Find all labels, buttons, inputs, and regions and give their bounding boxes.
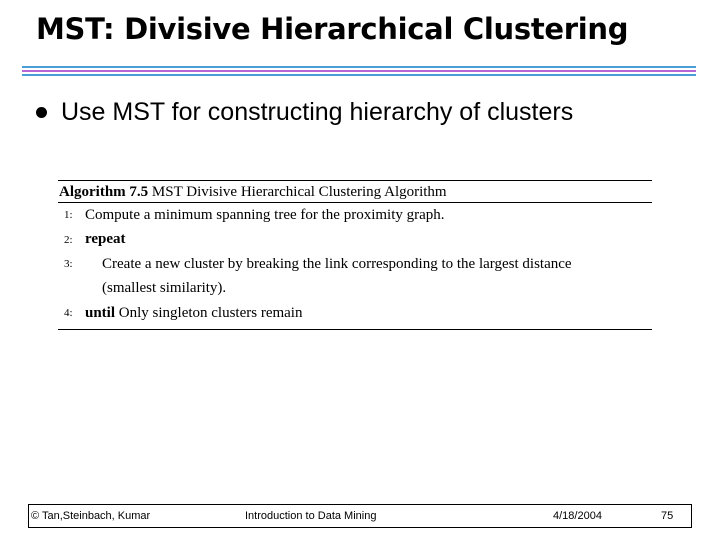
algorithm-label: Algorithm 7.5 (59, 184, 149, 200)
footer-copyright: © Tan,Steinbach, Kumar (31, 510, 151, 522)
algorithm-box (58, 180, 652, 330)
footer-date: 4/18/2004 (553, 510, 602, 522)
line-keyword: repeat (85, 231, 126, 248)
line-number: 3: (64, 258, 73, 271)
algorithm-name: MST Divisive Hierarchical Clustering Algorithm (151, 184, 447, 200)
algorithm-bottom-rule (58, 329, 652, 330)
footer-course: Introduction to Data Mining (245, 510, 377, 522)
title-rule-middle (22, 70, 696, 72)
algorithm-line (58, 228, 652, 253)
bullet-dot-icon (36, 107, 47, 118)
line-text: Only singleton clusters remain (118, 304, 303, 321)
algorithm-line (58, 301, 652, 326)
slide-title: MST: Divisive Hierarchical Clustering (36, 12, 629, 46)
line-keyword: until (85, 304, 116, 321)
bullet-text: Use MST for constructing hierarchy of clusters (61, 98, 574, 126)
slide-footer (28, 504, 692, 528)
line-text: Create a new cluster by breaking the link corresponding to the largest distance (102, 255, 572, 272)
line-number: 4: (64, 307, 73, 320)
bullet-point (36, 98, 573, 127)
line-number: 2: (64, 233, 73, 246)
title-rule-top (22, 66, 696, 68)
line-number: 1: (64, 209, 73, 222)
line-text: (smallest similarity). (102, 280, 227, 297)
footer-page-number: 75 (661, 510, 674, 522)
line-text: Compute a minimum spanning tree for the proximity graph. (85, 206, 445, 223)
title-rule-bottom (22, 74, 696, 76)
algorithm-line (58, 203, 652, 228)
algorithm-line (58, 252, 652, 277)
algorithm-line (58, 277, 652, 302)
algorithm-header (58, 181, 652, 203)
